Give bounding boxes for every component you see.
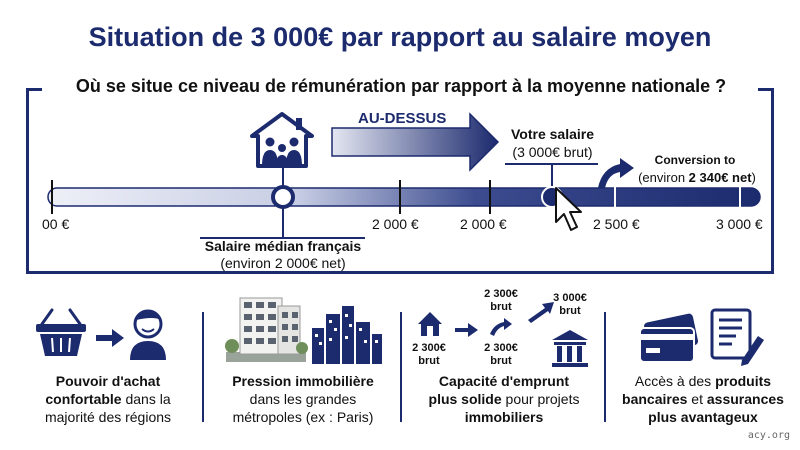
- person-icon: [130, 311, 166, 360]
- feature-2-line1: Pression immobilière: [232, 373, 374, 389]
- feature-4-line2-mid: et: [687, 391, 707, 407]
- loan-label-c: 2 300€ brut: [484, 342, 518, 367]
- au-dessus-label: AU-DESSUS: [358, 110, 447, 127]
- tick-label-0: 00 €: [42, 216, 70, 232]
- votre-salaire-label: Votre salaire: [510, 126, 594, 142]
- bank-icon: [552, 330, 588, 367]
- basket-icon: [36, 310, 86, 356]
- feature-4-line1-bold: produits: [715, 373, 772, 389]
- feature-4-line1-pre: Accès à des: [634, 373, 716, 389]
- median-marker: [273, 187, 293, 207]
- page-title: Situation de 3 000€ par rapport au salaire moyen: [88, 22, 712, 52]
- feature-1-line2-rest: dans la: [121, 391, 171, 407]
- tick-label-4: 3 000 €: [716, 216, 763, 232]
- feature-3: [406, 372, 602, 426]
- feature-4: [610, 372, 796, 426]
- loan-arrow-1: [455, 323, 478, 337]
- conversion-suffix: ): [751, 170, 756, 185]
- feature-2-line2: dans les grandes: [249, 391, 357, 407]
- feature-icons: [0, 280, 800, 370]
- feature-4-line2-bold2: assurances: [706, 391, 784, 407]
- scale-bar: [48, 188, 760, 206]
- loan-arrow-2: [490, 318, 512, 336]
- tick-label-3: 2 500 €: [593, 216, 640, 232]
- tick-label-2: 2 000 €: [460, 216, 507, 232]
- conversion-label: Conversion to: [654, 153, 736, 167]
- skyline-icon: [312, 306, 382, 364]
- loan-label-d: 3 000€ brut: [553, 292, 587, 317]
- house-family-icon: [252, 114, 312, 166]
- feature-1-line1: Pouvoir d'achat: [55, 373, 161, 389]
- home-icon: [418, 312, 442, 336]
- feature-3-line3: immobiliers: [464, 409, 544, 425]
- feature-2: [210, 372, 396, 426]
- building-icon: [225, 298, 308, 362]
- feature-3-line2-bold: plus solide: [428, 391, 502, 407]
- feature-3-line1: Capacité d'emprunt: [438, 373, 570, 389]
- median-sub: (environ 2 000€ net): [220, 255, 346, 271]
- credit-card-icon: [640, 313, 699, 362]
- median-label: Salaire médian français: [204, 238, 362, 254]
- feature-3-line2-rest: pour projets: [501, 391, 580, 407]
- panel-subtitle: Où se situe ce niveau de rémunération par rapport à la moyenne nationale ?: [46, 76, 756, 97]
- feature-1-line2-bold: confortable: [45, 391, 122, 407]
- tick-label-1: 2 000 €: [372, 216, 419, 232]
- feature-1-line3: majorité des régions: [44, 409, 172, 425]
- conversion-value: 2 340€ net: [688, 170, 752, 185]
- votre-salaire-sub: (3 000€ brut): [512, 144, 593, 160]
- feature-2-line3: métropoles (ex : Paris): [232, 409, 374, 425]
- feature-4-line3: plus avantageux: [648, 409, 758, 425]
- arrow-right-icon: [96, 329, 124, 347]
- feature-1: [18, 372, 198, 426]
- conversion-sub: [622, 170, 772, 185]
- watermark: acy.org: [747, 430, 790, 441]
- feature-4-line2-bold: bancaires: [622, 391, 688, 407]
- document-icon: [712, 310, 764, 366]
- conversion-prefix: (environ: [638, 170, 689, 185]
- loan-label-a: 2 300€ brut: [412, 342, 446, 367]
- loan-label-b: 2 300€ brut: [484, 288, 518, 313]
